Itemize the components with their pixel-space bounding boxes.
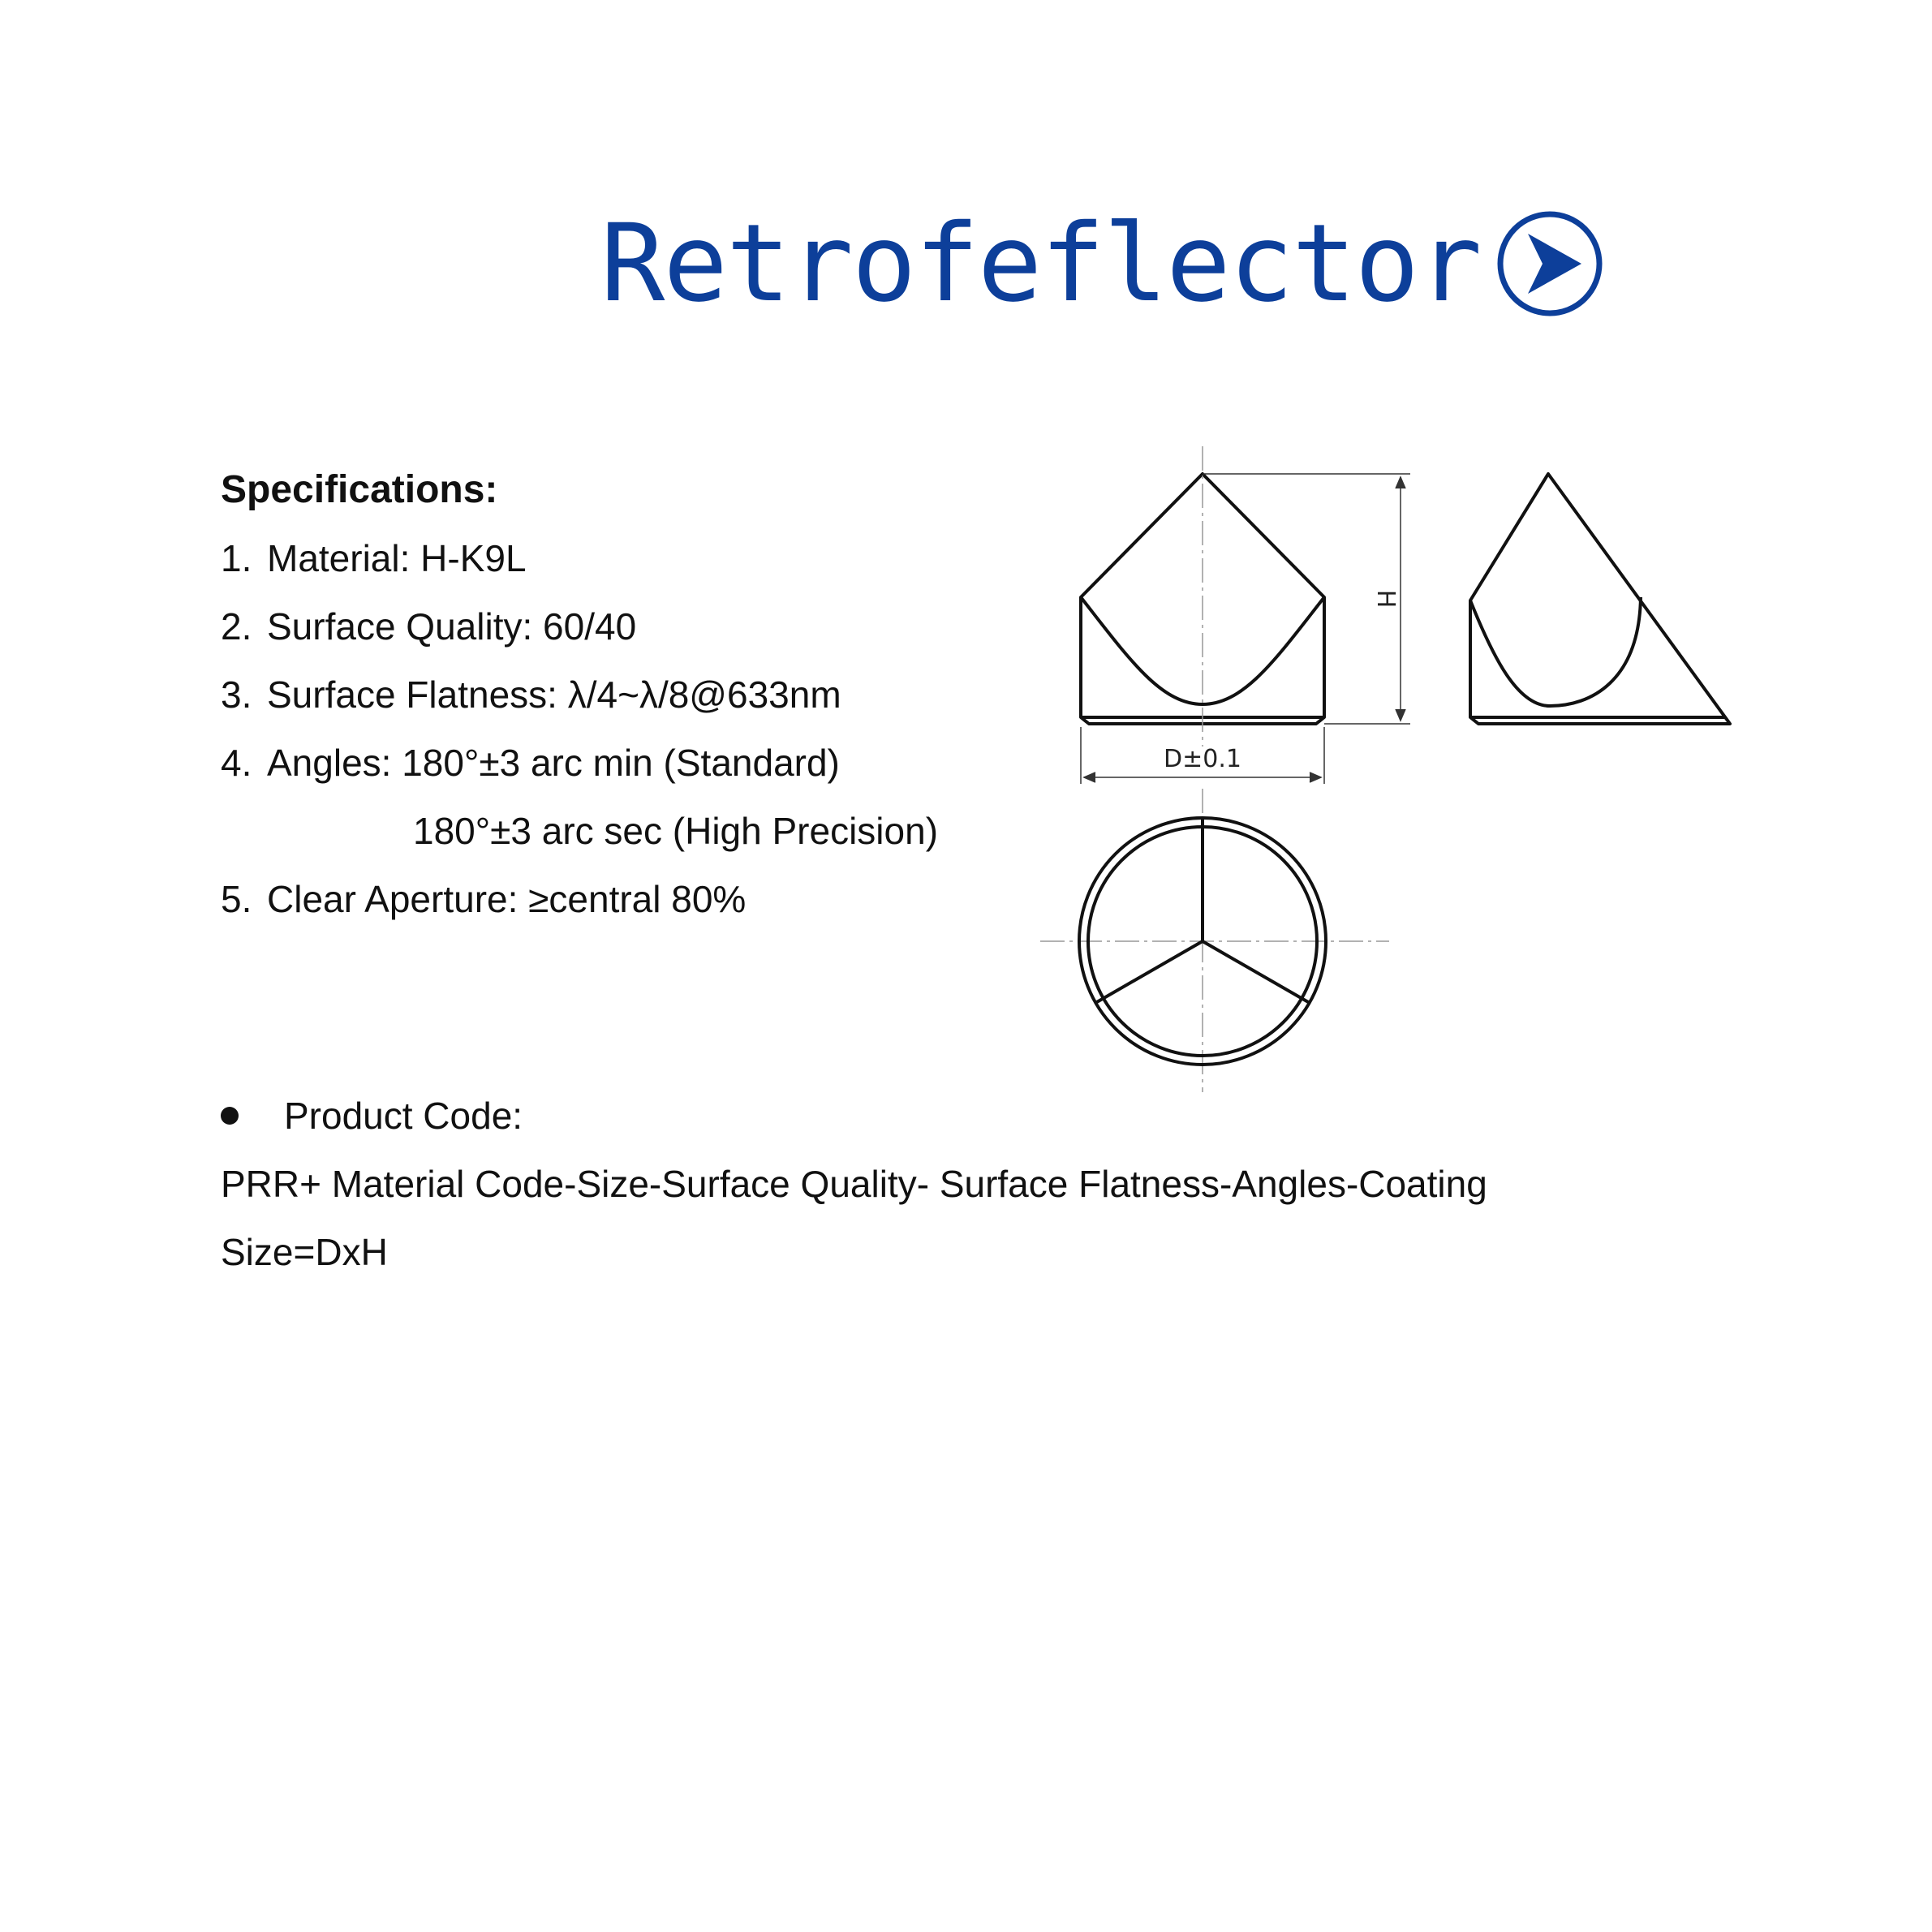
- specifications-section: [221, 456, 938, 933]
- spec-number: 4.: [221, 742, 252, 784]
- product-code-label: Product Code:: [284, 1095, 523, 1137]
- product-code-format: PRR+ Material Code-Size-Surface Quality- Surface Flatness-Angles-Coating: [221, 1163, 1487, 1205]
- side-view: [1470, 474, 1730, 724]
- diameter-label: D±0.1: [1164, 745, 1241, 773]
- spec-item-surface-quality: [221, 592, 938, 660]
- retroreflector-technical-drawing: [1022, 438, 1753, 1104]
- spec-item-surface-flatness: [221, 660, 938, 729]
- spec-item-angles: [221, 729, 938, 797]
- product-code-section: [221, 1082, 1487, 1286]
- drawing-svg: [1022, 438, 1753, 1104]
- spec-item-material: [221, 524, 938, 592]
- spec-text: Clear Aperture: ≥central 80%: [267, 878, 747, 920]
- spec-item-angles-high-precision: [221, 797, 938, 865]
- header: [600, 199, 1604, 329]
- height-label: H: [1371, 589, 1400, 609]
- spec-number: 1.: [221, 537, 252, 579]
- play-arrow-circle-icon: [1495, 209, 1604, 318]
- page-title: Retrofeflector: [600, 201, 1481, 326]
- spec-text: 180°±3 arc sec (High Precision): [413, 810, 939, 852]
- specifications-heading: Specifications:: [221, 468, 498, 511]
- spec-number: 5.: [221, 878, 252, 920]
- size-definition: Size=DxH: [221, 1231, 388, 1273]
- product-code-heading: [221, 1082, 1487, 1150]
- spec-text: Material: H-K9L: [267, 537, 527, 579]
- spec-text: Surface Flatness: λ/4~λ/8@633nm: [267, 673, 841, 716]
- spec-number: 2.: [221, 605, 252, 648]
- spec-text: Angles: 180°±3 arc min (Standard): [267, 742, 840, 784]
- spec-item-clear-aperture: [221, 865, 938, 933]
- spec-number: 3.: [221, 673, 252, 716]
- bullet-icon: [221, 1107, 239, 1125]
- spec-text: Surface Quality: 60/40: [267, 605, 637, 648]
